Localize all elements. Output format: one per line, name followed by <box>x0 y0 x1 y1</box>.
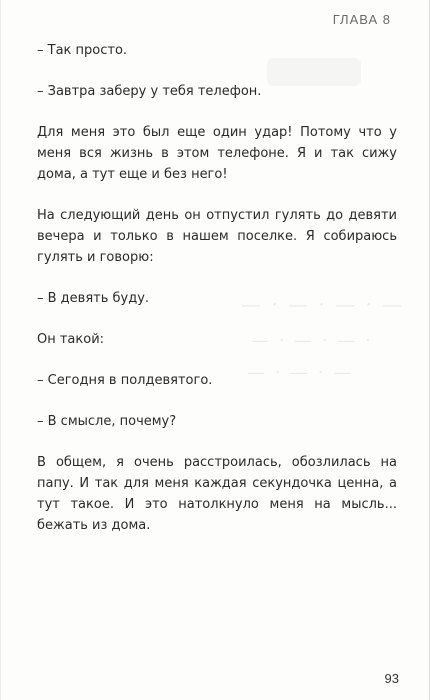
page-body <box>37 40 397 536</box>
paragraph: – В смысле, почему? <box>37 414 177 429</box>
chapter-header: ГЛАВА 8 <box>332 12 391 27</box>
paragraph: На следующий день он отпустил гулять до девяти вечера и только в нашем поселке. Я собираюсь гулять и говорю: <box>37 208 397 265</box>
paragraph: В общем, я очень расстроилась, обозлилась на папу. И так для меня каждая секундочка ценна, а тут такое. И это натолкнуло меня на мысль... бежать из дома. <box>37 455 397 533</box>
show-through-scribble: — · — · — <box>247 362 354 383</box>
paragraph: – Сегодня в полдевятого. <box>37 373 213 388</box>
paragraph: Для меня это был еще один удар! Потому что у меня вся жизнь в этом телефоне. Я и так сижу дома, а тут еще и без него! <box>37 125 397 182</box>
show-through-scribble: — · — · — · — <box>241 292 405 316</box>
paragraph: Он такой: <box>37 332 105 347</box>
paragraph: – Так просто. <box>37 43 128 58</box>
show-through-scribble: — · — · — · <box>251 330 373 351</box>
paragraph: – Завтра заберу у тебя телефон. <box>37 84 262 99</box>
paragraph: – В девять буду. <box>37 291 150 306</box>
page-number: 93 <box>384 671 399 686</box>
